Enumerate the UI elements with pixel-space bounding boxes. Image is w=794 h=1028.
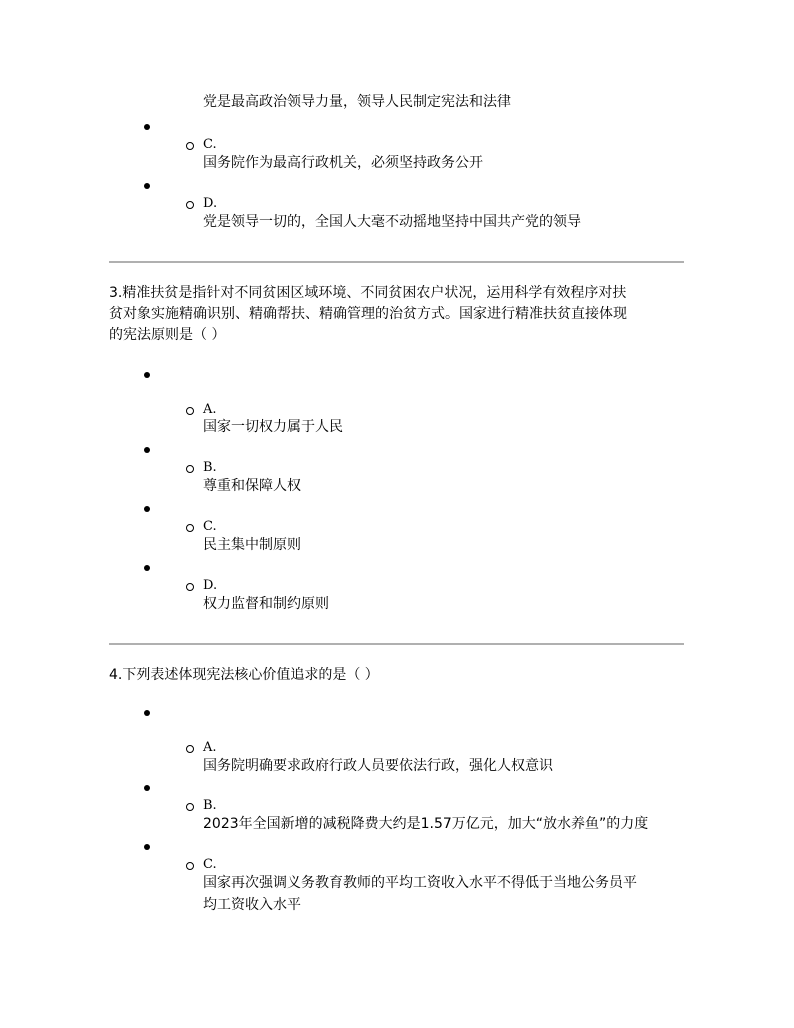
q3-option-c-label: C. [203, 519, 217, 534]
q4-option-c-text-line-1[interactable]: 国家再次强调义务教育教师的平均工资收入水平不得低于当地公务员平 [203, 875, 637, 891]
q3-stem-line: 贫对象实施精确识别、精确帮扶、精确管理的治贫方式。国家进行精准扶贫直接体现 [109, 306, 627, 322]
q4-option-c-label: C. [203, 857, 217, 872]
q4-stem: 4.下列表述体现宪法核心价值追求的是（ ） [109, 667, 379, 683]
q2-option-c-text: 国务院作为最高行政机关，必须坚持政务公开 [203, 155, 483, 171]
q4-option-b-label: B. [203, 798, 217, 813]
option-circle-icon [186, 524, 194, 532]
q3-option-a-label: A. [203, 402, 217, 417]
bullet [144, 710, 150, 716]
q3-option-d-text[interactable]: 权力监督和制约原则 [203, 596, 329, 612]
option-circle-icon [186, 142, 194, 150]
q3-stem [109, 283, 687, 346]
bullet [144, 506, 150, 512]
q3-option-b-text[interactable]: 尊重和保障人权 [203, 478, 301, 494]
bullet [144, 447, 150, 453]
q3-stem-line: 3.精准扶贫是指针对不同贫困区域环境、不同贫困农户状况，运用科学有效程序对扶 [109, 285, 627, 301]
option-circle-icon [186, 803, 194, 811]
q4-option-a-label: A. [203, 740, 217, 755]
bullet [144, 565, 150, 571]
q2-option-d-text: 党是领导一切的，全国人大毫不动摇地坚持中国共产党的领导 [203, 214, 581, 230]
q4-option-b-text[interactable]: 2023年全国新增的减税降费大约是1.57万亿元，加大“放水养鱼”的力度 [203, 816, 649, 832]
bullet [144, 785, 150, 791]
bullet [144, 372, 150, 378]
question-divider [109, 261, 684, 263]
q2-option-d-label: D. [203, 196, 218, 211]
q3-option-c-text[interactable]: 民主集中制原则 [203, 537, 301, 553]
q4-option-c-text-line-2[interactable]: 均工资收入水平 [203, 897, 301, 913]
option-circle-icon [186, 201, 194, 209]
q2-option-c-label: C. [203, 137, 217, 152]
q3-stem-line: 的宪法原则是（ ） [109, 327, 226, 343]
question-divider [109, 643, 684, 645]
bullet [144, 183, 150, 189]
q3-option-b-label: B. [203, 460, 217, 475]
q2-option-b-text: 党是最高政治领导力量，领导人民制定宪法和法律 [203, 94, 511, 110]
q4-option-a-text[interactable]: 国务院明确要求政府行政人员要依法行政，强化人权意识 [203, 758, 553, 774]
bullet [144, 124, 150, 130]
option-circle-icon [186, 465, 194, 473]
bullet [144, 844, 150, 850]
q3-option-a-text[interactable]: 国家一切权力属于人民 [203, 419, 343, 435]
option-circle-icon [186, 407, 194, 415]
q3-option-d-label: D. [203, 578, 218, 593]
option-circle-icon [186, 862, 194, 870]
option-circle-icon [186, 745, 194, 753]
option-circle-icon [186, 583, 194, 591]
